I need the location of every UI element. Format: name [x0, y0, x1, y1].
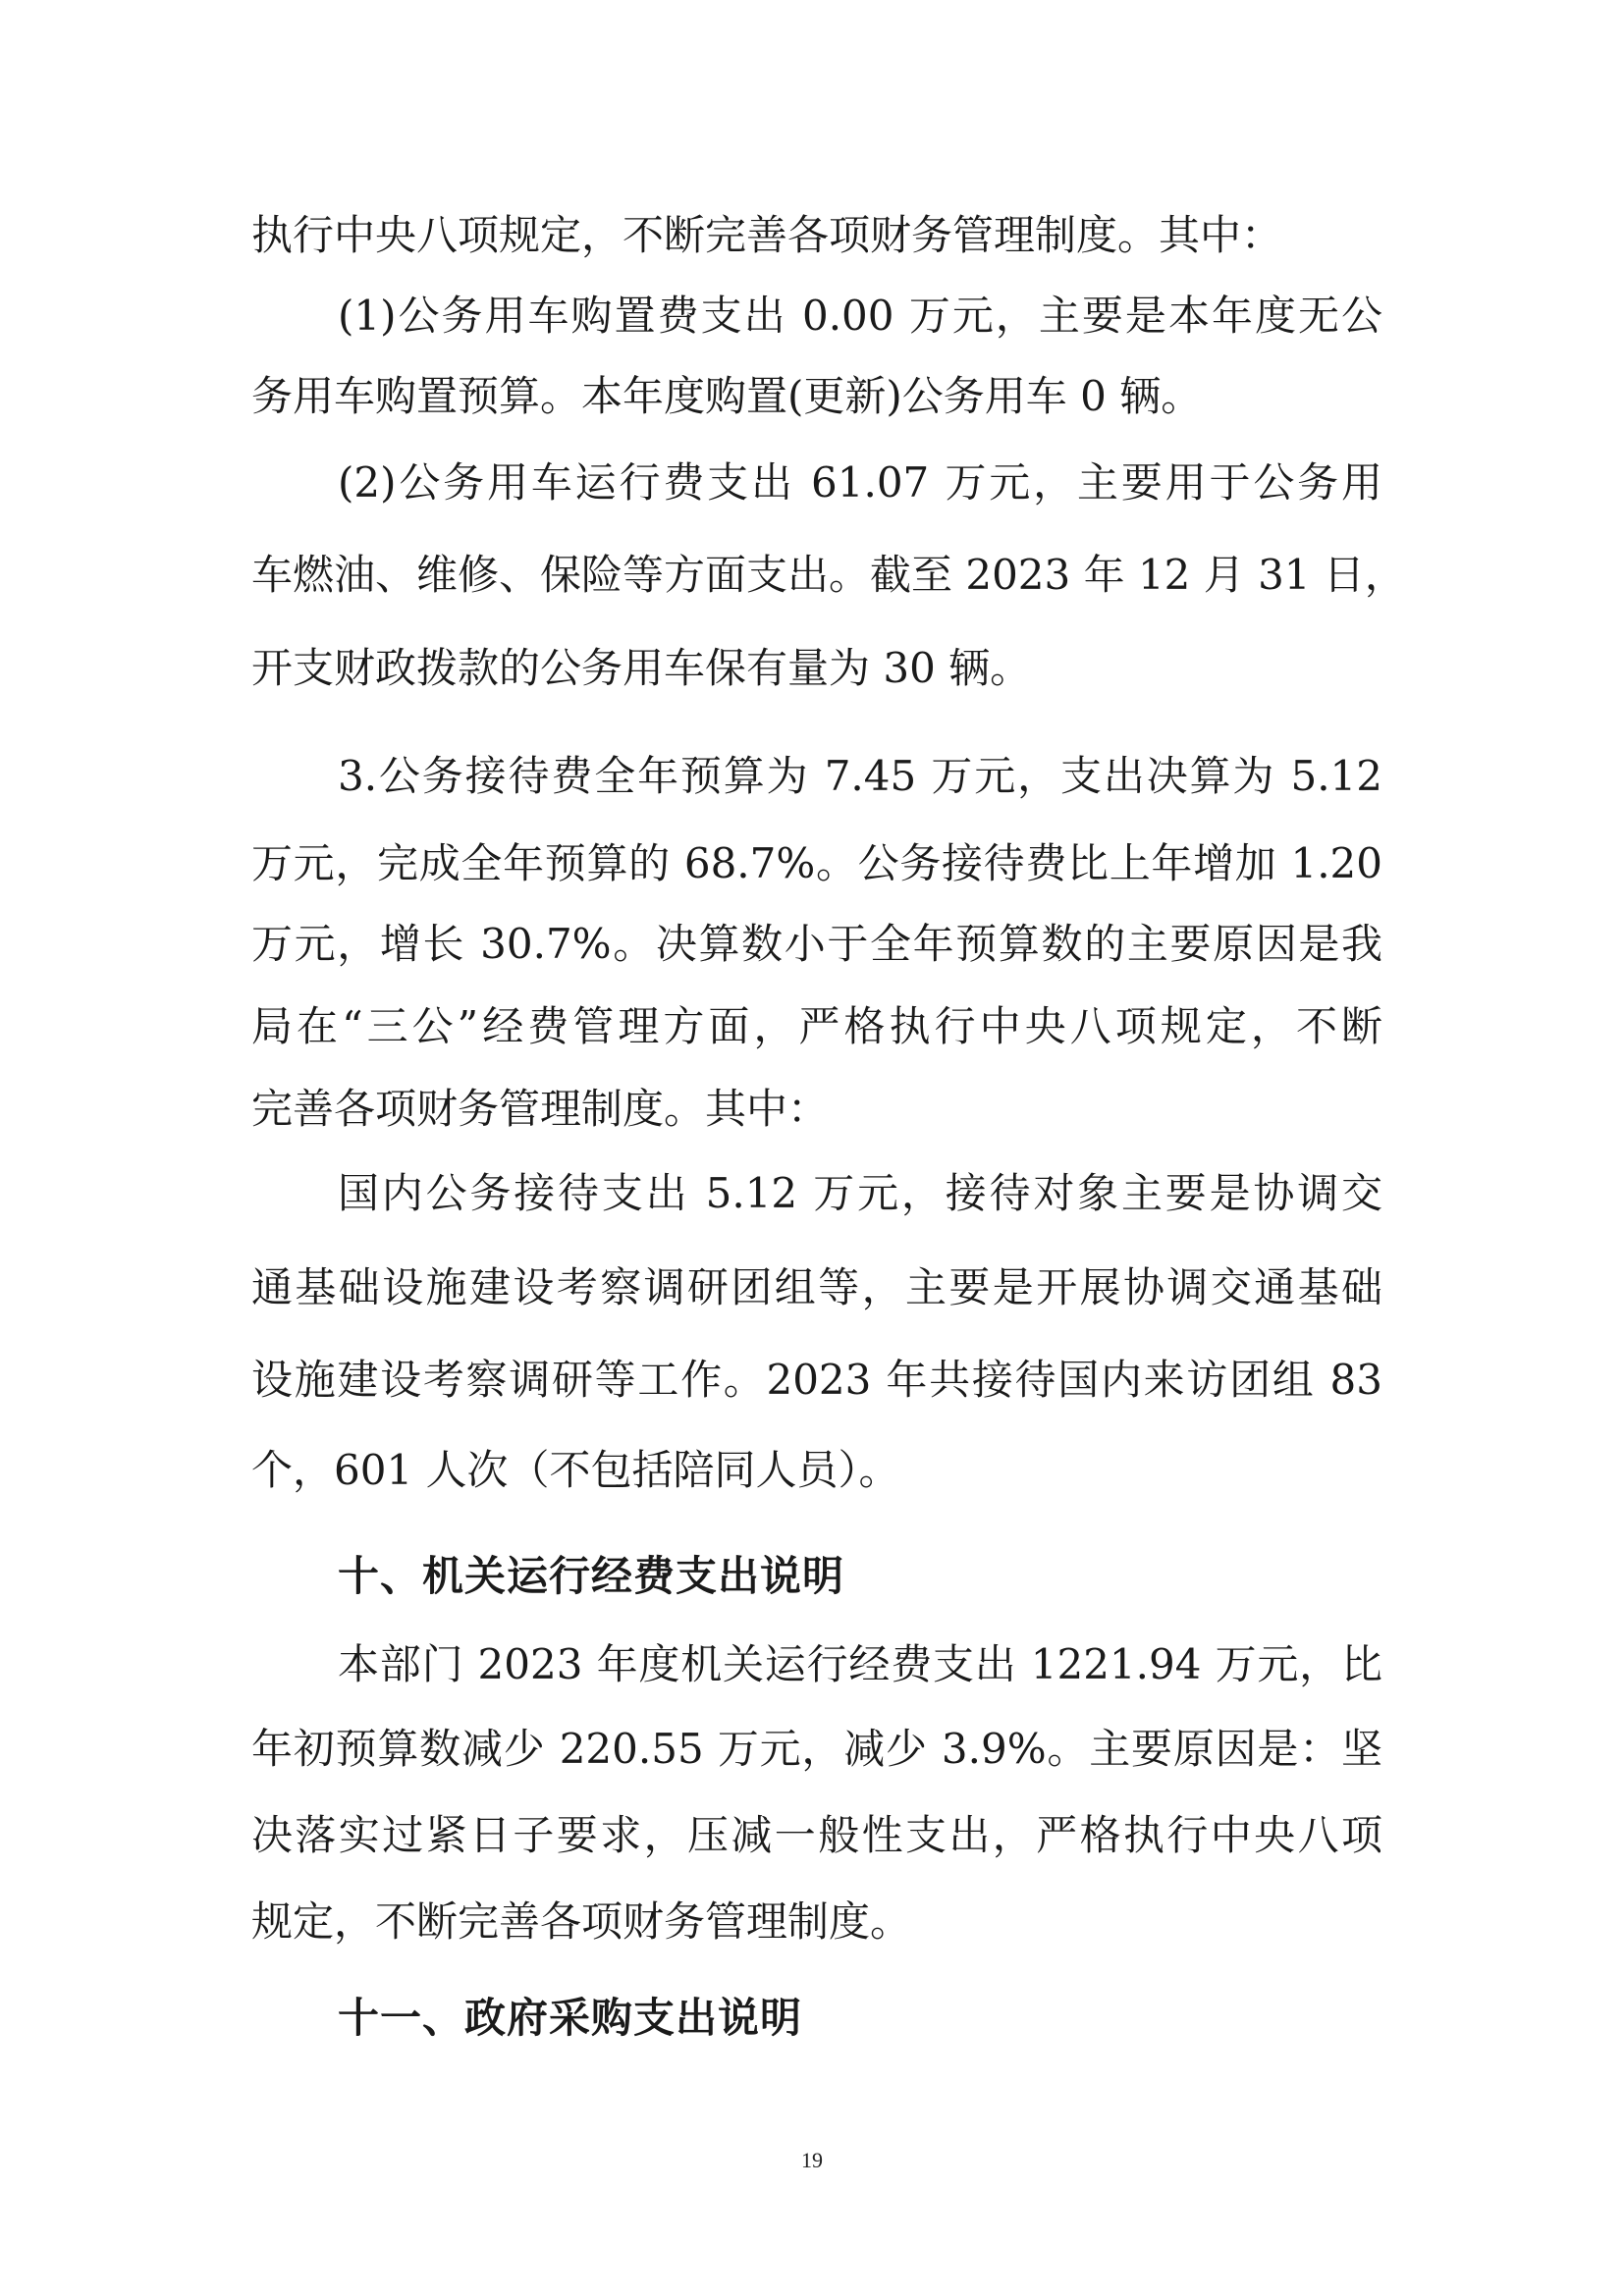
body-line: 局在“三公”经费管理方面，严格执行中央八项规定，不断: [251, 1002, 1382, 1050]
body-line: 3.公务接待费全年预算为 7.45 万元，支出决算为 5.12: [338, 752, 1382, 800]
body-line: 完善各项财务管理制度。其中：: [251, 1085, 830, 1133]
body-line: 设施建设考察调研等工作。2023 年共接待国内来访团组 83: [251, 1356, 1382, 1404]
section-heading: 十一、政府采购支出说明: [338, 1994, 803, 2042]
body-line: 本部门 2023 年度机关运行经费支出 1221.94 万元，比: [338, 1640, 1382, 1688]
body-line: 规定，不断完善各项财务管理制度。: [251, 1897, 912, 1946]
body-line: 个，601 人次（不包括陪同人员）。: [251, 1446, 900, 1494]
section-heading: 十、机关运行经费支出说明: [338, 1552, 845, 1600]
body-line: 决落实过紧日子要求，压减一般性支出，严格执行中央八项: [251, 1811, 1382, 1859]
body-line: (2)公务用车运行费支出 61.07 万元，主要用于公务用: [338, 458, 1382, 507]
body-line: 务用车购置预算。本年度购置(更新)公务用车 0 辆。: [251, 372, 1203, 420]
body-line: 万元，完成全年预算的 68.7%。公务接待费比上年增加 1.20: [251, 839, 1382, 887]
body-line: 国内公务接待支出 5.12 万元，接待对象主要是协调交: [338, 1169, 1382, 1217]
body-line: 万元，增长 30.7%。决算数小于全年预算数的主要原因是我: [251, 920, 1382, 968]
body-line: (1)公务用车购置费支出 0.00 万元，主要是本年度无公: [338, 292, 1382, 340]
body-line: 通基础设施建设考察调研团组等，主要是开展协调交通基础: [251, 1263, 1382, 1311]
body-line: 执行中央八项规定，不断完善各项财务管理制度。其中：: [251, 211, 1283, 259]
body-line: 开支财政拨款的公务用车保有量为 30 辆。: [251, 644, 1032, 692]
page-number: 19: [801, 2148, 823, 2172]
body-line: 年初预算数减少 220.55 万元，减少 3.9%。主要原因是：坚: [251, 1725, 1382, 1773]
body-line: 车燃油、维修、保险等方面支出。截至 2023 年 12 月 31 日，: [251, 551, 1406, 599]
